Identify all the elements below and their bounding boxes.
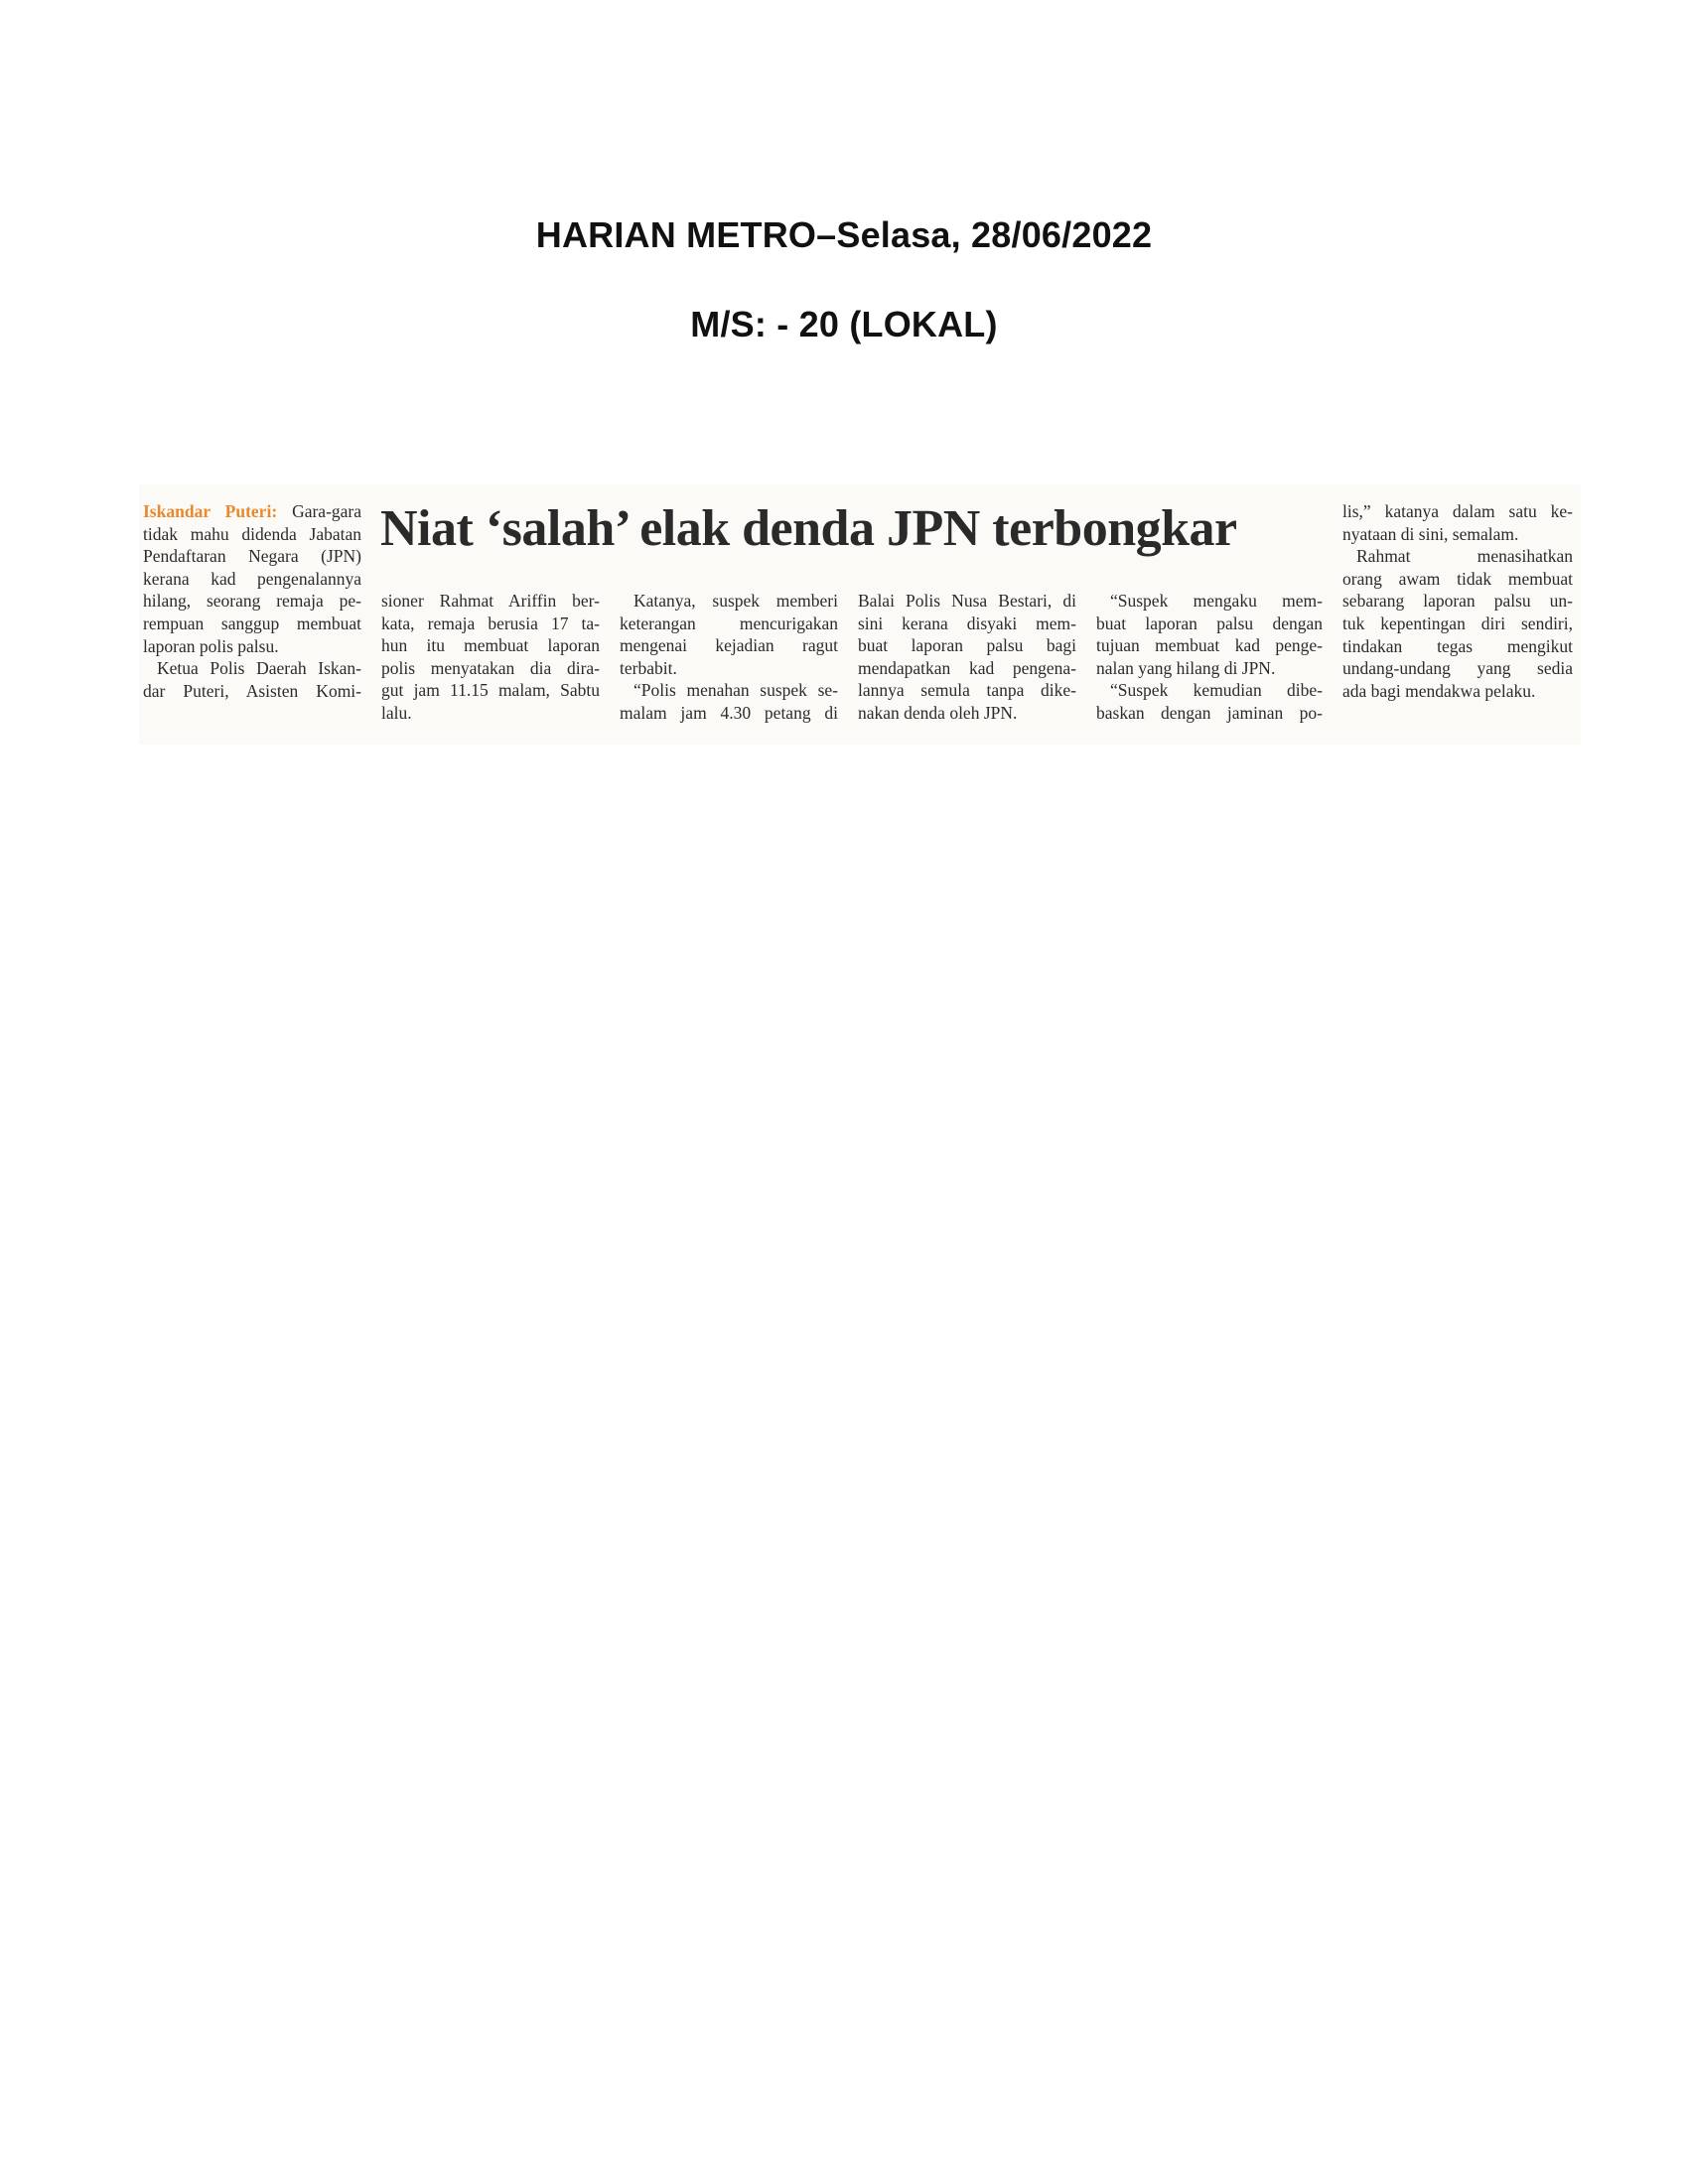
page-section-line: M/S: - 20 (LOKAL) bbox=[690, 304, 998, 344]
article-line: Katanya, suspek memberi bbox=[633, 591, 838, 611]
article-line: orang awam tidak membuat bbox=[1342, 568, 1573, 589]
article-line: lannya semula tanpa dike- bbox=[858, 680, 1076, 701]
article-line: terbabit. bbox=[620, 657, 677, 678]
article-column-3 bbox=[620, 590, 838, 725]
article-line: hilang, seorang remaja pe- bbox=[143, 591, 361, 612]
article-line: tidak mahu didenda Jabatan bbox=[143, 523, 361, 544]
article-column-1 bbox=[143, 500, 361, 702]
article-line: ada bagi mendakwa pelaku. bbox=[1342, 680, 1536, 701]
article-line: sebarang laporan palsu un- bbox=[1342, 591, 1573, 612]
article-line: hun itu membuat laporan bbox=[381, 635, 600, 656]
article-line: Iskandar Puteri: Gara-gara bbox=[143, 501, 361, 521]
article-line: gut jam 11.15 malam, Sabtu bbox=[381, 680, 600, 701]
article-line: mendapatkan kad pengena- bbox=[858, 657, 1076, 678]
article-line: mengenai kejadian ragut bbox=[620, 635, 838, 656]
article-line: Ketua Polis Daerah Iskan- bbox=[157, 658, 361, 679]
article-line: tindakan tegas mengikut bbox=[1342, 635, 1573, 656]
article-line: rempuan sanggup membuat bbox=[143, 613, 361, 633]
publication-date-line: HARIAN METRO–Selasa, 28/06/2022 bbox=[535, 214, 1153, 255]
article-line: buat laporan palsu dengan bbox=[1096, 613, 1323, 633]
article-line: nyataan di sini, semalam. bbox=[1342, 523, 1519, 544]
article-column-2 bbox=[381, 590, 600, 725]
article-line: malam jam 4.30 petang di bbox=[620, 702, 838, 723]
article-line: keterangan mencurigakan bbox=[620, 613, 838, 633]
article-line: undang-undang yang sedia bbox=[1342, 658, 1573, 679]
article-headline: Niat ‘salah’ elak denda JPN terbongkar bbox=[380, 500, 1237, 557]
news-clipping bbox=[139, 484, 1581, 745]
article-line: polis menyatakan dia dira- bbox=[381, 657, 600, 678]
article-column-5 bbox=[1096, 590, 1323, 725]
article-dateline: Iskandar Puteri: bbox=[143, 501, 278, 521]
article-line: Pendaftaran Negara (JPN) bbox=[143, 546, 361, 567]
article-column-6 bbox=[1342, 500, 1573, 702]
article-line: “Polis menahan suspek se- bbox=[633, 680, 838, 701]
article-line: “Suspek mengaku mem- bbox=[1110, 591, 1323, 611]
article-line: nakan denda oleh JPN. bbox=[858, 702, 1018, 723]
article-line: sioner Rahmat Ariffin ber- bbox=[381, 591, 600, 611]
article-line: lis,” katanya dalam satu ke- bbox=[1342, 501, 1573, 521]
article-column-4 bbox=[858, 590, 1076, 725]
article-line: kata, remaja berusia 17 ta- bbox=[381, 613, 600, 633]
article-line: laporan polis palsu. bbox=[143, 635, 279, 656]
article-line: buat laporan palsu bagi bbox=[858, 635, 1076, 656]
article-line: sini kerana disyaki mem- bbox=[858, 613, 1076, 633]
article-line: “Suspek kemudian dibe- bbox=[1110, 680, 1323, 701]
article-line: baskan dengan jaminan po- bbox=[1096, 702, 1323, 723]
article-line: kerana kad pengenalannya bbox=[143, 568, 361, 589]
article-line: dar Puteri, Asisten Komi- bbox=[143, 680, 361, 701]
article-line: lalu. bbox=[381, 702, 412, 723]
article-line: Balai Polis Nusa Bestari, di bbox=[858, 591, 1076, 611]
article-line: tuk kepentingan diri sendiri, bbox=[1342, 613, 1573, 633]
article-line: tujuan membuat kad penge- bbox=[1096, 635, 1323, 656]
article-line: Rahmat menasihatkan bbox=[1356, 546, 1573, 567]
article-line: nalan yang hilang di JPN. bbox=[1096, 657, 1276, 678]
